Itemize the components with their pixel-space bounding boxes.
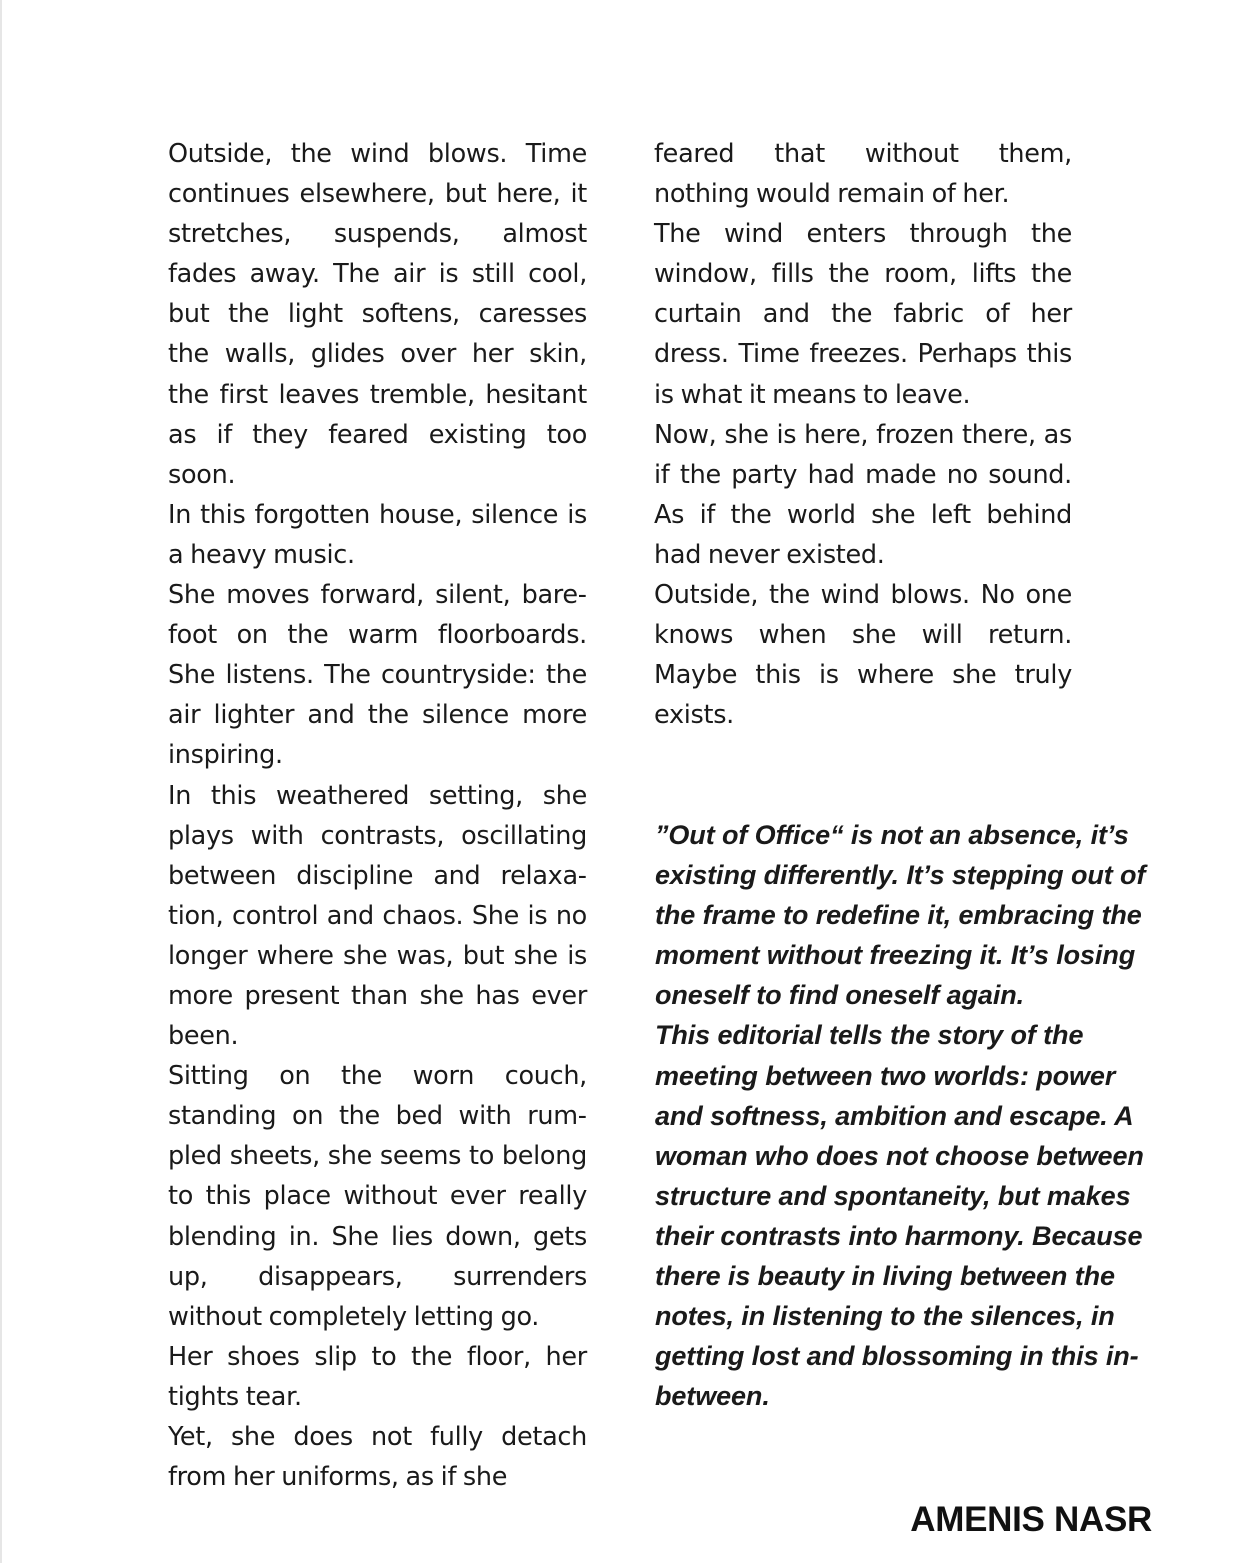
body-text-right-column — [654, 134, 1072, 735]
body-paragraph: In this weathered setting, she plays with contrasts, oscillating between discipline and relaxation, control and chaos. She is no longer where she was, but she is more present than she has ever been. — [168, 780, 587, 1052]
body-paragraph: The wind enters through the window, fills the room, lifts the curtain and the fabric of her dress. Time freezes. Perhaps this is what it means to leave. — [654, 219, 1072, 410]
body-paragraph: feared that without them, nothing would remain of her. — [654, 139, 1072, 210]
body-text-left-column — [168, 134, 587, 1497]
author-signature: AMENIS NASR — [910, 1500, 1152, 1539]
pull-quote — [655, 815, 1160, 1416]
body-paragraph: Now, she is here, frozen there, as if the party had made no sound. As if the world she left behind had never existed. — [654, 419, 1072, 570]
pull-quote-paragraph: ”Out of Office“ is not an absence, it’s existing differently. It’s stepping out of the frame to redefine it, embracing the moment without freezing it. It’s losing oneself to find oneself again. — [655, 820, 1146, 1011]
body-paragraph: Her shoes slip to the floor, her tights tear. — [168, 1341, 587, 1412]
body-paragraph: In this forgotten house, silence is a heavy music. — [168, 499, 587, 570]
body-paragraph: Outside, the wind blows. No one knows when she will return. Maybe this is where she truly exists. — [654, 580, 1072, 731]
body-paragraph: Sitting on the worn couch, standing on the bed with rumpled sheets, she seems to belong to this place without ever really blending in. She lies down, gets up, disappears, surrenders without completely letting go. — [168, 1061, 587, 1332]
body-paragraph: Yet, she does not fully detach from her uniforms, as if she — [168, 1422, 587, 1493]
page-edge-line — [0, 0, 2, 1563]
body-paragraph: She moves forward, silent, barefoot on the warm floorboards. She listens. The countryside: the air lighter and the silence more inspiring. — [168, 580, 587, 771]
body-paragraph: Outside, the wind blows. Time continues elsewhere, but here, it stretches, suspends, almost fades away. The air is still cool, but the light softens, caresses the walls, glides over her skin, the first leaves tremble, hesitant as if they feared existing too soon. — [168, 139, 587, 490]
pull-quote-paragraph: This editorial tells the story of the meeting between two worlds: power and softness, ambition and escape. A woman who does not choose between structure and spontaneity, but makes their contrasts into harmony. Because there is beauty in living between the notes, in listening to the silences, in getting lost and blossoming in this in-between. — [655, 1020, 1144, 1412]
